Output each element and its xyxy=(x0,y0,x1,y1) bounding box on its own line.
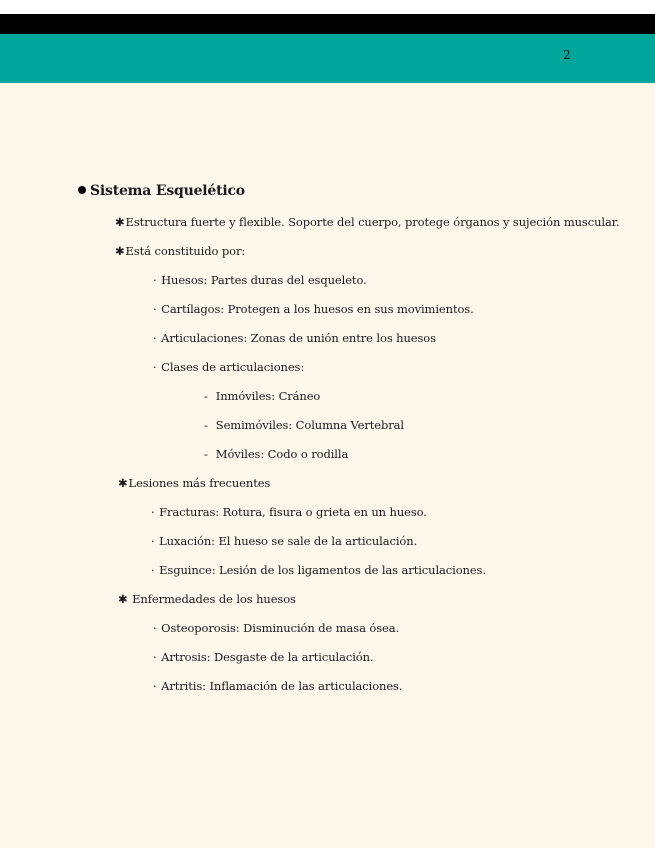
list-item xyxy=(118,592,296,606)
dot-bullet-icon: · xyxy=(153,650,157,664)
page-number: 2 xyxy=(563,48,571,62)
dot-bullet-icon: · xyxy=(153,679,157,693)
list-item-text: Enfermedades de los huesos xyxy=(128,592,296,606)
dot-bullet-icon: · xyxy=(153,273,157,287)
list-item xyxy=(153,621,399,635)
section-heading xyxy=(78,183,245,199)
list-item-text: Articulaciones: Zonas de unión entre los huesos xyxy=(157,331,436,345)
list-item xyxy=(115,215,619,229)
header-band xyxy=(0,34,655,83)
top-black-bar xyxy=(0,14,655,34)
list-item xyxy=(118,476,270,490)
list-item-text: Osteoporosis: Disminución de masa ósea. xyxy=(157,621,400,635)
list-item-text: Móviles: Codo o rodilla xyxy=(215,447,349,461)
list-item xyxy=(151,534,417,548)
list-item xyxy=(153,360,304,374)
list-item xyxy=(153,650,373,664)
list-item-text: Estructura fuerte y flexible. Soporte del cuerpo, protege órganos y sujeción muscular. xyxy=(125,215,620,229)
list-item-text: Fracturas: Rotura, fisura o grieta en un hueso. xyxy=(155,505,427,519)
dash-bullet-icon: - xyxy=(204,447,208,461)
list-item xyxy=(151,563,486,577)
list-item xyxy=(204,418,404,432)
list-item-text: Huesos: Partes duras del esqueleto. xyxy=(157,273,367,287)
dot-bullet-icon: · xyxy=(151,505,155,519)
dash-bullet-icon: - xyxy=(204,418,208,432)
asterisk-bullet-icon: ✱ xyxy=(115,215,125,229)
dot-bullet-icon: · xyxy=(153,360,157,374)
list-item-text: Esguince: Lesión de los ligamentos de las articulaciones. xyxy=(155,563,486,577)
list-item-text: Cartílagos: Protegen a los huesos en sus movimientos. xyxy=(157,302,474,316)
list-item xyxy=(153,273,367,287)
list-item xyxy=(153,331,436,345)
dot-bullet-icon: · xyxy=(153,331,157,345)
dot-bullet-icon: · xyxy=(151,534,155,548)
list-item-text: Lesiones más frecuentes xyxy=(128,476,271,490)
list-item-text: Está constituido por: xyxy=(125,244,246,258)
bullet-icon xyxy=(78,186,86,194)
list-item xyxy=(115,244,245,258)
dot-bullet-icon: · xyxy=(153,302,157,316)
asterisk-bullet-icon: ✱ xyxy=(118,476,128,490)
asterisk-bullet-icon: ✱ xyxy=(115,244,125,258)
section-title: Sistema Esquelético xyxy=(90,183,245,199)
list-item-text: Luxación: El hueso se sale de la articulación. xyxy=(155,534,418,548)
dot-bullet-icon: · xyxy=(153,621,157,635)
list-item xyxy=(204,447,348,461)
list-item-text: Artritis: Inflamación de las articulaciones. xyxy=(157,679,403,693)
list-item xyxy=(153,302,474,316)
list-item xyxy=(151,505,427,519)
list-item-text: Inmóviles: Cráneo xyxy=(215,389,321,403)
list-item-text: Clases de articulaciones: xyxy=(157,360,305,374)
list-item xyxy=(204,389,320,403)
dot-bullet-icon: · xyxy=(151,563,155,577)
list-item-text: Semimóviles: Columna Vertebral xyxy=(215,418,404,432)
list-item-text: Artrosis: Desgaste de la articulación. xyxy=(157,650,374,664)
dash-bullet-icon: - xyxy=(204,389,208,403)
list-item xyxy=(153,679,402,693)
asterisk-bullet-icon: ✱ xyxy=(118,592,128,606)
